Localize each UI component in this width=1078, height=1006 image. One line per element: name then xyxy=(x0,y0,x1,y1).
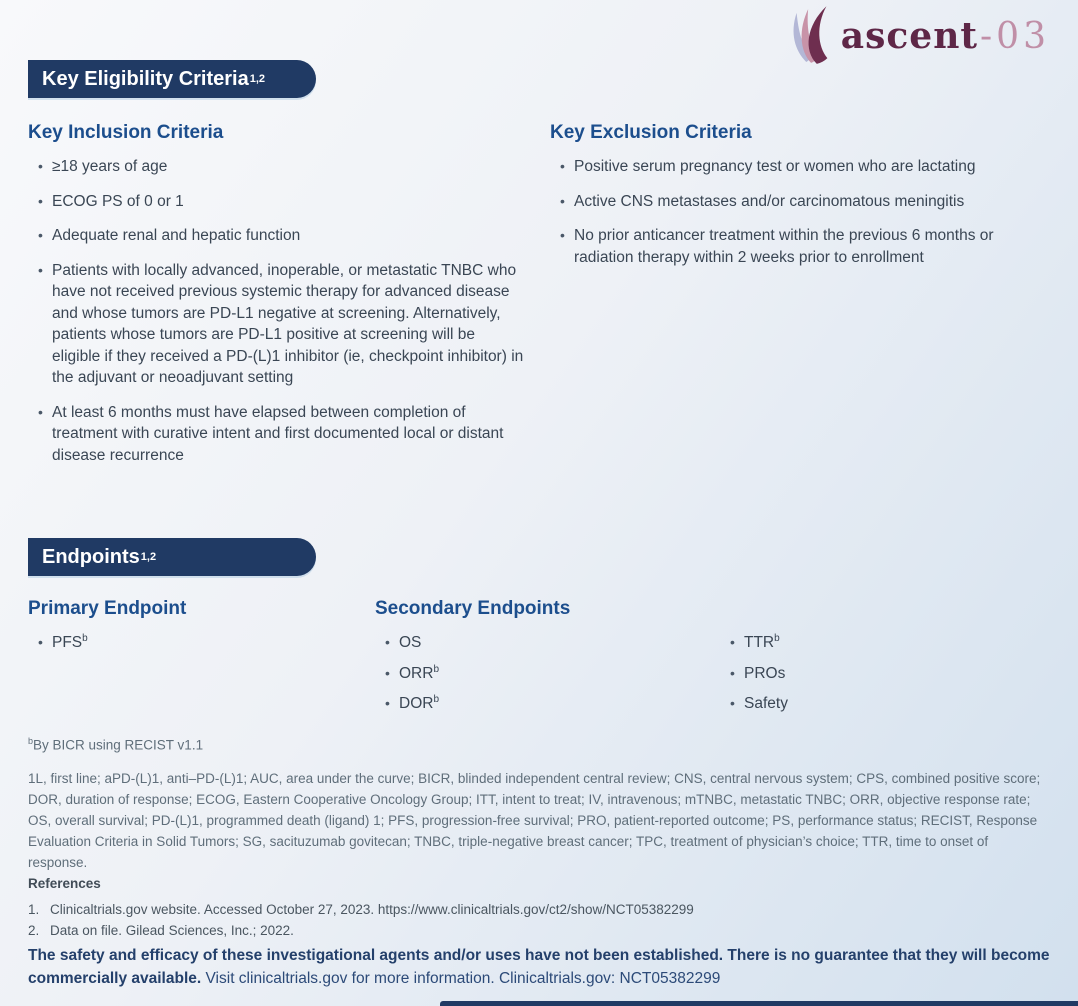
list-item xyxy=(28,402,524,467)
list-item-text: DOR$^b$ xyxy=(399,693,440,712)
list-item xyxy=(550,225,1055,268)
banner-label: Key Eligibility Criteria xyxy=(42,67,249,90)
disclaimer-regular-text: Visit clinicaltrials.gov for more information. Clinicaltrials.gov: NCT05382299 xyxy=(205,970,721,987)
reference-item xyxy=(28,920,1050,941)
list-item xyxy=(28,260,524,389)
reference-number: 2. xyxy=(28,923,40,938)
list-item-text: Active CNS metastases and/or carcinomatous meningitis xyxy=(574,192,965,210)
exclusion-criteria-section xyxy=(550,122,1055,281)
list-item-text: No prior anticancer treatment within the previous 6 months or radiation therapy within 2 weeks prior to enrollment xyxy=(574,227,994,266)
banner-label: Endpoints xyxy=(42,545,140,568)
primary-endpoint-title: Primary Endpoint xyxy=(28,598,187,619)
footnote-text: By BICR using RECIST v1.1 xyxy=(33,737,204,753)
disclaimer-bold-text: The safety and efficacy of these investigational agents and/or uses have not been established. There is no guarantee that they will become commercially available. xyxy=(28,947,1050,987)
bullet-icon xyxy=(28,260,52,389)
list-item xyxy=(375,632,720,654)
list-item-text: ECOG PS of 0 or 1 xyxy=(52,192,184,210)
list-item xyxy=(375,663,720,685)
list-item xyxy=(550,156,1055,178)
inclusion-criteria-section xyxy=(28,122,524,479)
bullet-icon xyxy=(375,632,399,654)
footnote-marker: b xyxy=(28,736,34,746)
references-title: References xyxy=(28,876,101,891)
list-item xyxy=(720,693,1020,715)
bullet-icon xyxy=(375,663,399,685)
reference-text: Data on file. Gilead Sciences, Inc.; 2022. xyxy=(50,923,294,938)
bullet-icon xyxy=(28,402,52,467)
list-item-text: PROs xyxy=(744,664,786,682)
bullet-icon xyxy=(550,225,574,268)
references-list xyxy=(28,899,1050,941)
bullet-icon xyxy=(720,663,744,685)
bullet-icon xyxy=(550,191,574,213)
secondary-endpoints-col2 xyxy=(720,632,1020,724)
logo-suffix: -03 xyxy=(980,16,1050,57)
bullet-icon xyxy=(28,225,52,247)
list-item-text: TTR$^b$ xyxy=(744,632,780,651)
secondary-endpoints-title: Secondary Endpoints xyxy=(375,598,571,619)
bullet-icon xyxy=(720,693,744,715)
reference-text: Clinicaltrials.gov website. Accessed October 27, 2023. https://www.clinicaltrials.gov/ct2/show/NCT05382299 xyxy=(50,902,694,917)
list-item-text: Adequate renal and hepatic function xyxy=(52,227,301,244)
list-item-text: ≥18 years of age xyxy=(52,158,168,175)
safety-disclaimer xyxy=(28,944,1056,990)
eligibility-criteria-banner: Key Eligibility Criteria 1,2 xyxy=(28,60,316,98)
secondary-endpoints-col1 xyxy=(375,632,720,724)
secondary-endpoints-section xyxy=(375,598,1055,724)
list-item xyxy=(28,156,524,178)
bullet-icon xyxy=(28,632,52,654)
list-item-text: Patients with locally advanced, inoperable, or metastatic TNBC who have not received previous systemic therapy for advanced disease and whose tumors are PD-L1 negative at screening. Alternatively, patients whose tumors are PD-L1 positive at screening will be eligible if they received a PD-(L)1 inhibitor (ie, checkpoint inhibitor) in the adjuvant or neoadjuvant setting xyxy=(52,261,524,386)
list-item-text: Safety xyxy=(744,695,788,712)
list-item xyxy=(28,191,524,213)
abbreviations-paragraph: 1L, first line; aPD-(L)1, anti–PD-(L)1; AUC, area under the curve; BICR, blinded independent central review; CNS, central nervous system; CPS, combined positive score; DOR, duration of response; ECOG, Eastern Cooperative Oncology Group; ITT, intent to treat; IV, intravenous; mTNBC, metastatic TNBC; ORR, objective response rate; OS, overall survival; PD-(L)1, programmed death (ligand) 1; PFS, progression-free survival; PRO, patient-reported outcome; PS, performance status; RECIST, Response Evaluation Criteria in Solid Tumors; SG, sacituzumab govitecan; TNBC, triple-negative breast cancer; TPC, treatment of physician’s choice; TTR, time to onset of response. xyxy=(28,771,1041,870)
bullet-icon xyxy=(28,156,52,178)
reference-number: 1. xyxy=(28,902,40,917)
reference-item xyxy=(28,899,1050,920)
list-item-text: Positive serum pregnancy test or women who are lactating xyxy=(574,158,976,175)
bullet-icon xyxy=(28,191,52,213)
list-item-text: PFS$^b$ xyxy=(52,632,88,651)
list-item-text: At least 6 months must have elapsed between completion of treatment with curative intent and first documented local or distant disease recurrence xyxy=(52,403,504,464)
primary-endpoint-section xyxy=(28,598,328,663)
ascent-03-logo xyxy=(787,6,1050,66)
secondary-endpoints-columns xyxy=(375,632,1055,724)
list-item xyxy=(720,632,1020,654)
logo-name: ascent xyxy=(840,15,979,57)
inclusion-list xyxy=(28,156,524,466)
list-item xyxy=(550,191,1055,213)
endpoints-banner: Endpoints 1,2 xyxy=(28,538,316,576)
list-item xyxy=(28,632,328,654)
list-item xyxy=(720,663,1020,685)
bullet-icon xyxy=(375,693,399,715)
footer-bar xyxy=(440,1001,1078,1006)
bullet-icon xyxy=(550,156,574,178)
references-section xyxy=(28,876,1050,941)
primary-endpoint-list xyxy=(28,632,328,654)
bicr-footnote xyxy=(28,736,203,753)
flame-icon xyxy=(787,6,841,66)
logo-wordmark xyxy=(841,15,1050,57)
bullet-icon xyxy=(720,632,744,654)
list-item-text: OS xyxy=(399,634,422,651)
inclusion-title: Key Inclusion Criteria xyxy=(28,122,224,143)
list-item xyxy=(28,225,524,247)
list-item xyxy=(375,693,720,715)
list-item-text: ORR$^b$ xyxy=(399,663,440,682)
exclusion-title: Key Exclusion Criteria xyxy=(550,122,752,143)
exclusion-list xyxy=(550,156,1055,268)
